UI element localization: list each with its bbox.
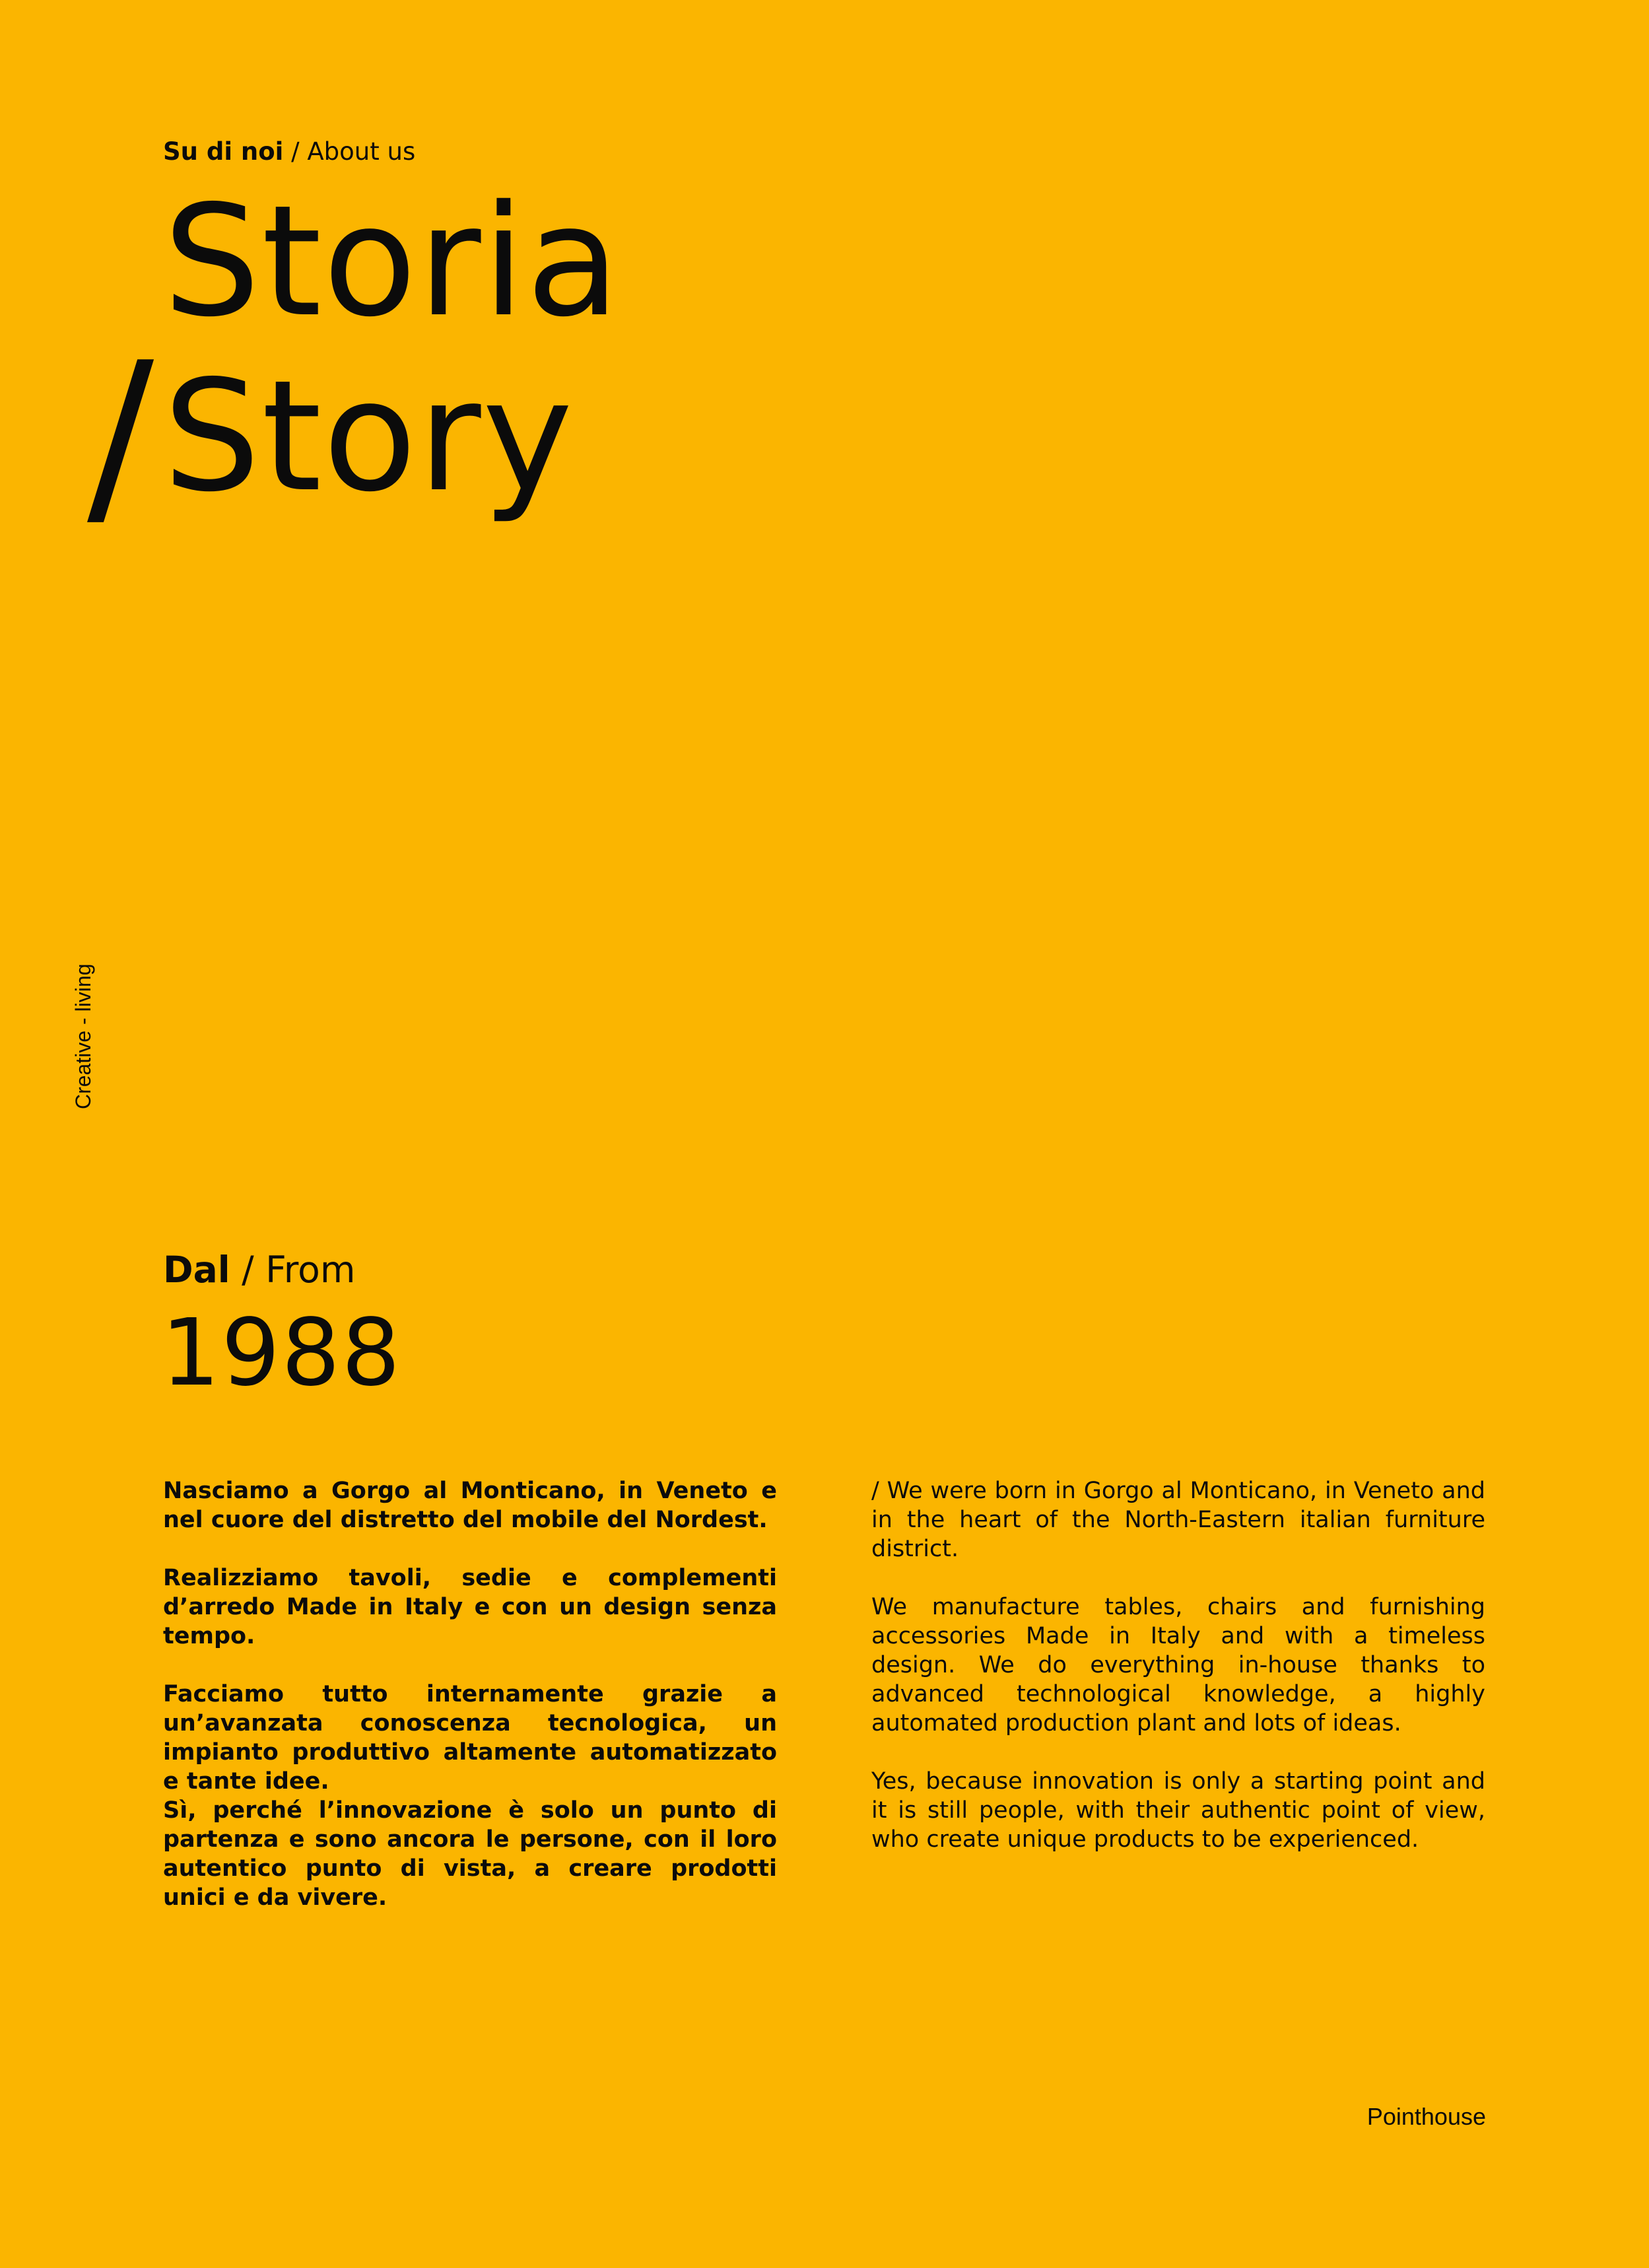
brand-footer: Pointhouse <box>1366 2103 1486 2130</box>
body-english-paragraph: Yes, because innovation is only a starting point and it is still people, with their authentic point of view, who create unique products to be experienced. <box>871 1768 1485 1853</box>
body-italian-paragraph: Facciamo tutto internamente grazie a un’avanzata conoscenza tecnologica, un impianto produttivo altamente automatizzato e tante idee. <box>163 1681 777 1795</box>
body-english-paragraph: / We were born in Gorgo al Monticano, in Veneto and in the heart of the North-Eastern italian furniture district. <box>871 1478 1485 1562</box>
kicker-english: About us <box>307 137 416 166</box>
body-italian <box>163 1476 777 1912</box>
since-label-italian: Dal <box>163 1249 230 1291</box>
kicker-separator: / <box>283 137 308 166</box>
since-separator: / <box>230 1249 266 1291</box>
section-kicker <box>163 135 415 169</box>
since-label-english: From <box>265 1249 356 1291</box>
body-italian-block <box>163 1680 777 1912</box>
title-slash: / <box>87 320 154 551</box>
page-title-english: Story <box>163 347 574 526</box>
body-english-paragraph: We manufacture tables, chairs and furnishing accessories Made in Italy and with a timeless design. We do everything in-house thanks to advanced technological knowledge, a highly automated production plant and lots of ideas. <box>871 1594 1485 1736</box>
side-label: Creative - living <box>71 963 95 1109</box>
body-italian-paragraph: Nasciamo a Gorgo al Monticano, in Veneto e nel cuore del distretto del mobile del Nordest. <box>163 1478 777 1533</box>
kicker-italian: Su di noi <box>163 137 284 166</box>
body-italian-paragraph: Realizziamo tavoli, sedie e complementi d’arredo Made in Italy e con un design senza tempo. <box>163 1565 777 1649</box>
body-english <box>871 1476 1485 1854</box>
since-label <box>163 1247 355 1293</box>
body-italian-paragraph: Sì, perché l’innovazione è solo un punto di partenza e sono ancora le persone, con il loro autentico punto di vista, a creare prodotti unici e da vivere. <box>163 1797 777 1911</box>
page-title-italian: Storia <box>163 172 622 351</box>
founding-year: 1988 <box>161 1299 402 1407</box>
